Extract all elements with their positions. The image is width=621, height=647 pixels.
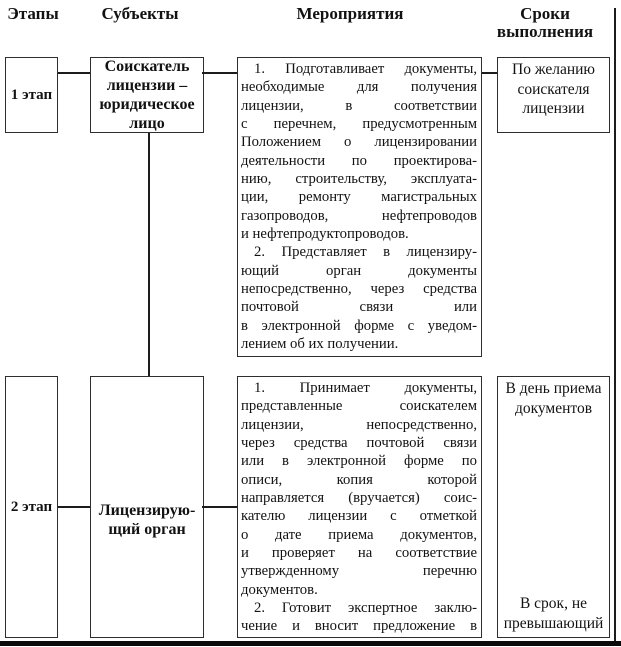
text-line: щий орган xyxy=(108,521,186,538)
text-line: почтовой связи или xyxy=(241,299,477,316)
connector-subject1-subject2 xyxy=(148,133,150,376)
stage-1-box xyxy=(5,57,58,133)
subject-1-box xyxy=(90,57,204,133)
text-line: лицо xyxy=(129,115,165,132)
text-line: или в электронной форме по xyxy=(241,453,477,470)
right-frame-line xyxy=(614,8,616,641)
text-line: документов. xyxy=(241,581,318,598)
column-header-timing: Сроки выполнения xyxy=(496,4,594,41)
connector-stage1-subject1 xyxy=(58,72,90,74)
activities-2-box xyxy=(237,376,482,638)
text-line: 1. Принимает документы, xyxy=(254,380,477,396)
connector-activities1-timing1 xyxy=(482,72,497,74)
text-line: чение и вносит предложение в xyxy=(241,618,477,635)
text-line: 2. Представляет в лицензиру- xyxy=(254,244,477,261)
text-line: 2. Готовит экспертное заклю- xyxy=(254,600,477,617)
text-line: лицензии xyxy=(522,100,585,117)
text-line: ющий орган документы xyxy=(241,262,477,279)
text-line: и проверяет на соответствие xyxy=(241,545,477,562)
text-line: нию, строительству, эксплуата- xyxy=(241,171,477,188)
stage-2-label: 2 этап xyxy=(10,498,53,515)
connector-stage2-subject2 xyxy=(58,506,90,508)
column-header-activities: Мероприятия xyxy=(296,4,404,23)
activities-1-box xyxy=(237,57,482,357)
timing-2-bottom-text xyxy=(498,594,609,633)
text-line: в электронной форме с уведом- xyxy=(241,317,477,334)
text-line: лением об их получении. xyxy=(241,336,399,353)
text-line: лицензии, непосредственно, xyxy=(241,416,477,433)
connector-subject2-activities2 xyxy=(202,506,237,508)
text-line: газопроводов, нефтепроводов xyxy=(241,207,477,224)
column-header-subjects: Субъекты xyxy=(101,4,179,23)
text-line: описи, копия которой xyxy=(241,471,477,488)
text-line: В день приема xyxy=(505,380,602,397)
text-line: и нефтепродуктопроводов. xyxy=(241,226,409,243)
text-line: утвержденному перечню xyxy=(241,563,477,580)
text-line: ции, ремонту магистральных xyxy=(241,189,477,206)
column-header-stages: Этапы xyxy=(7,4,59,23)
text-line: юридическое xyxy=(99,96,195,113)
stage-2-box xyxy=(5,376,58,638)
text-line: По желанию xyxy=(512,61,595,78)
text-line: с перечнем, предусмотренным xyxy=(241,116,477,133)
timing-1-box xyxy=(497,57,610,133)
subject-2-box xyxy=(90,376,204,638)
text-line: через средства почтовой связи xyxy=(241,435,477,452)
timing-2-top-text xyxy=(498,379,609,418)
text-line: направляется (вручается) соис- xyxy=(241,490,477,507)
bottom-frame-line xyxy=(0,641,621,646)
text-line: лицензии – xyxy=(106,77,188,94)
text-line: превышающий xyxy=(503,614,604,632)
text-line: непосредственно, через средства xyxy=(241,281,477,298)
text-line: Положением о лицензировании xyxy=(241,134,477,151)
text-line: 1. Подготавливает документы, xyxy=(254,61,477,77)
stage-1-label: 1 этап xyxy=(10,86,53,103)
text-line: деятельности по проектирова- xyxy=(241,152,477,169)
text-line: Лицензирую- xyxy=(98,502,196,519)
text-line: необходимые для получения xyxy=(241,79,477,96)
connector-subject1-activities1 xyxy=(202,72,237,74)
text-line: соискателя xyxy=(517,80,590,98)
text-line: В срок, не xyxy=(519,595,588,612)
text-line: кателю лицензии с отметкой xyxy=(241,508,477,525)
text-line: о дате приема документов, xyxy=(241,526,477,543)
text-line: документов xyxy=(514,399,593,417)
timing-2-box xyxy=(497,376,610,638)
text-line: представленные соискателем xyxy=(241,398,477,415)
text-line: Соискатель xyxy=(104,58,190,75)
text-line: лицензии, в соответствии xyxy=(241,97,477,114)
